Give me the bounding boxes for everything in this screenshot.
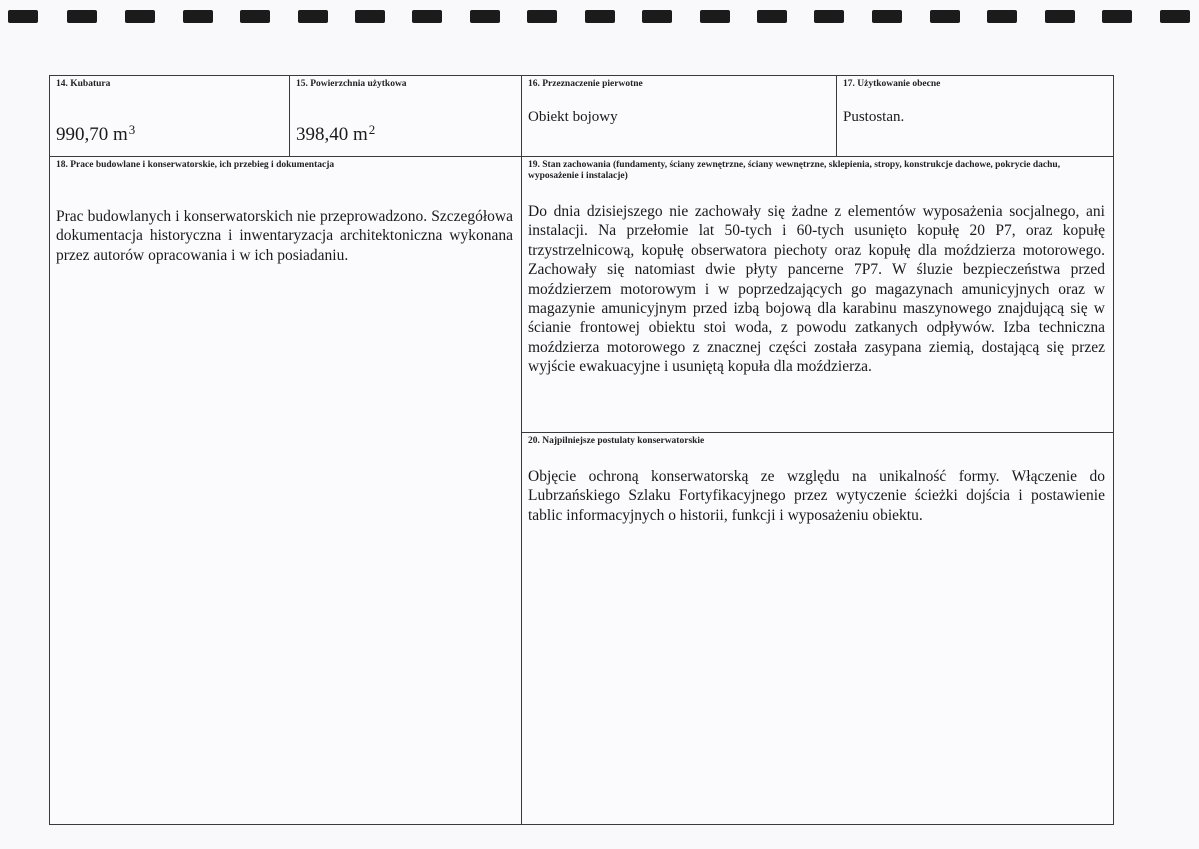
field-14-value (56, 122, 135, 146)
binding-hole (930, 10, 960, 23)
field-19-condition (521, 156, 1114, 433)
field-14-label: 14. Kubatura (56, 79, 111, 89)
binding-hole (642, 10, 672, 23)
field-16-value: Obiekt bojowy (528, 109, 618, 125)
field-16-original-purpose (521, 75, 837, 157)
binding-hole (125, 10, 155, 23)
field-17-value: Pustostan. (843, 109, 905, 125)
field-18-text: Prac budowlanych i konserwatorskich nie przeprowadzono. Szczegółowa dokumentacja historyczna i inwentaryzacja architektoniczna wykonana przez autorów opracowania i w ich posiadaniu. (56, 208, 513, 264)
field-14-exponent: 3 (128, 122, 136, 137)
field-15-usable-area (289, 75, 522, 157)
binding-hole (298, 10, 328, 23)
field-17-label: 17. Użytkowanie obecne (843, 79, 941, 89)
field-20-conservation-postulates (521, 432, 1114, 825)
binding-hole (183, 10, 213, 23)
binding-holes (0, 8, 1199, 26)
field-18-construction-works (49, 156, 522, 825)
field-20-label: 20. Najpilniejsze postulaty konserwatorskie (528, 436, 705, 446)
field-14-number: 990,70 m (56, 124, 128, 145)
field-14-cubature (49, 75, 290, 157)
binding-hole (872, 10, 902, 23)
binding-hole (814, 10, 844, 23)
binding-hole (240, 10, 270, 23)
field-19-text: Do dnia dzisiejszego nie zachowały się żadne z elementów wyposażenia socjalnego, ani instalacji. Na przełomie lat 50-tych i 60-tych usunięto kopułę 20 P7, oraz kopułę trzystrzelnicową, kopułę obserwatora piechoty oraz kopułę dla moździerza motorowego. Zachowały się natomiast dwie płyty pancerne 7P7. W śluzie bezpieczeństwa przed moździerzem motorowym i w poprzedzających go magazynach amunicyjnych oraz w magazynie amunicyjnym przed izbą bojową dla karabinu maszynowego znajdującą się w ścianie frontowej obiektu stoi woda, z powodu zatkanych odpływów. Izba techniczna moździerza motorowego z znacznej części została zasypana ziemią, dostającą się przez wyjście ewakuacyjne i usuniętą kopuła dla moździerza. (528, 203, 1105, 376)
field-19-label: 19. Stan zachowania (fundamenty, ściany zewnętrzne, ściany wewnętrzne, sklepienia, stropy, konstrukcje dachowe, pokrycie dachu, wyposażenie i instalacje) (528, 160, 1061, 181)
field-16-label: 16. Przeznaczenie pierwotne (528, 79, 643, 89)
field-20-text: Objęcie ochroną konserwatorską ze względu na unikalność formy. Włączenie do Lubrzańskiego Szlaku Fortyfikacyjnego przez wytyczenie ścieżki dojścia i postawienie tablic informacyjnych o historii, funkcji i wyposażeniu obiektu. (528, 468, 1105, 524)
binding-hole (700, 10, 730, 23)
binding-hole (757, 10, 787, 23)
binding-hole (355, 10, 385, 23)
binding-hole (1102, 10, 1132, 23)
binding-hole (67, 10, 97, 23)
field-15-exponent: 2 (368, 122, 376, 137)
binding-hole (1045, 10, 1075, 23)
binding-hole (1160, 10, 1190, 23)
binding-hole (8, 10, 38, 23)
binding-hole (585, 10, 615, 23)
field-17-current-use (836, 75, 1114, 157)
field-15-number: 398,40 m (296, 124, 368, 145)
field-18-label: 18. Prace budowlane i konserwatorskie, ich przebieg i dokumentacja (56, 160, 335, 170)
binding-hole (470, 10, 500, 23)
binding-hole (987, 10, 1017, 23)
field-15-value (296, 122, 375, 146)
binding-hole (527, 10, 557, 23)
binding-hole (412, 10, 442, 23)
field-15-label: 15. Powierzchnia użytkowa (296, 79, 407, 89)
